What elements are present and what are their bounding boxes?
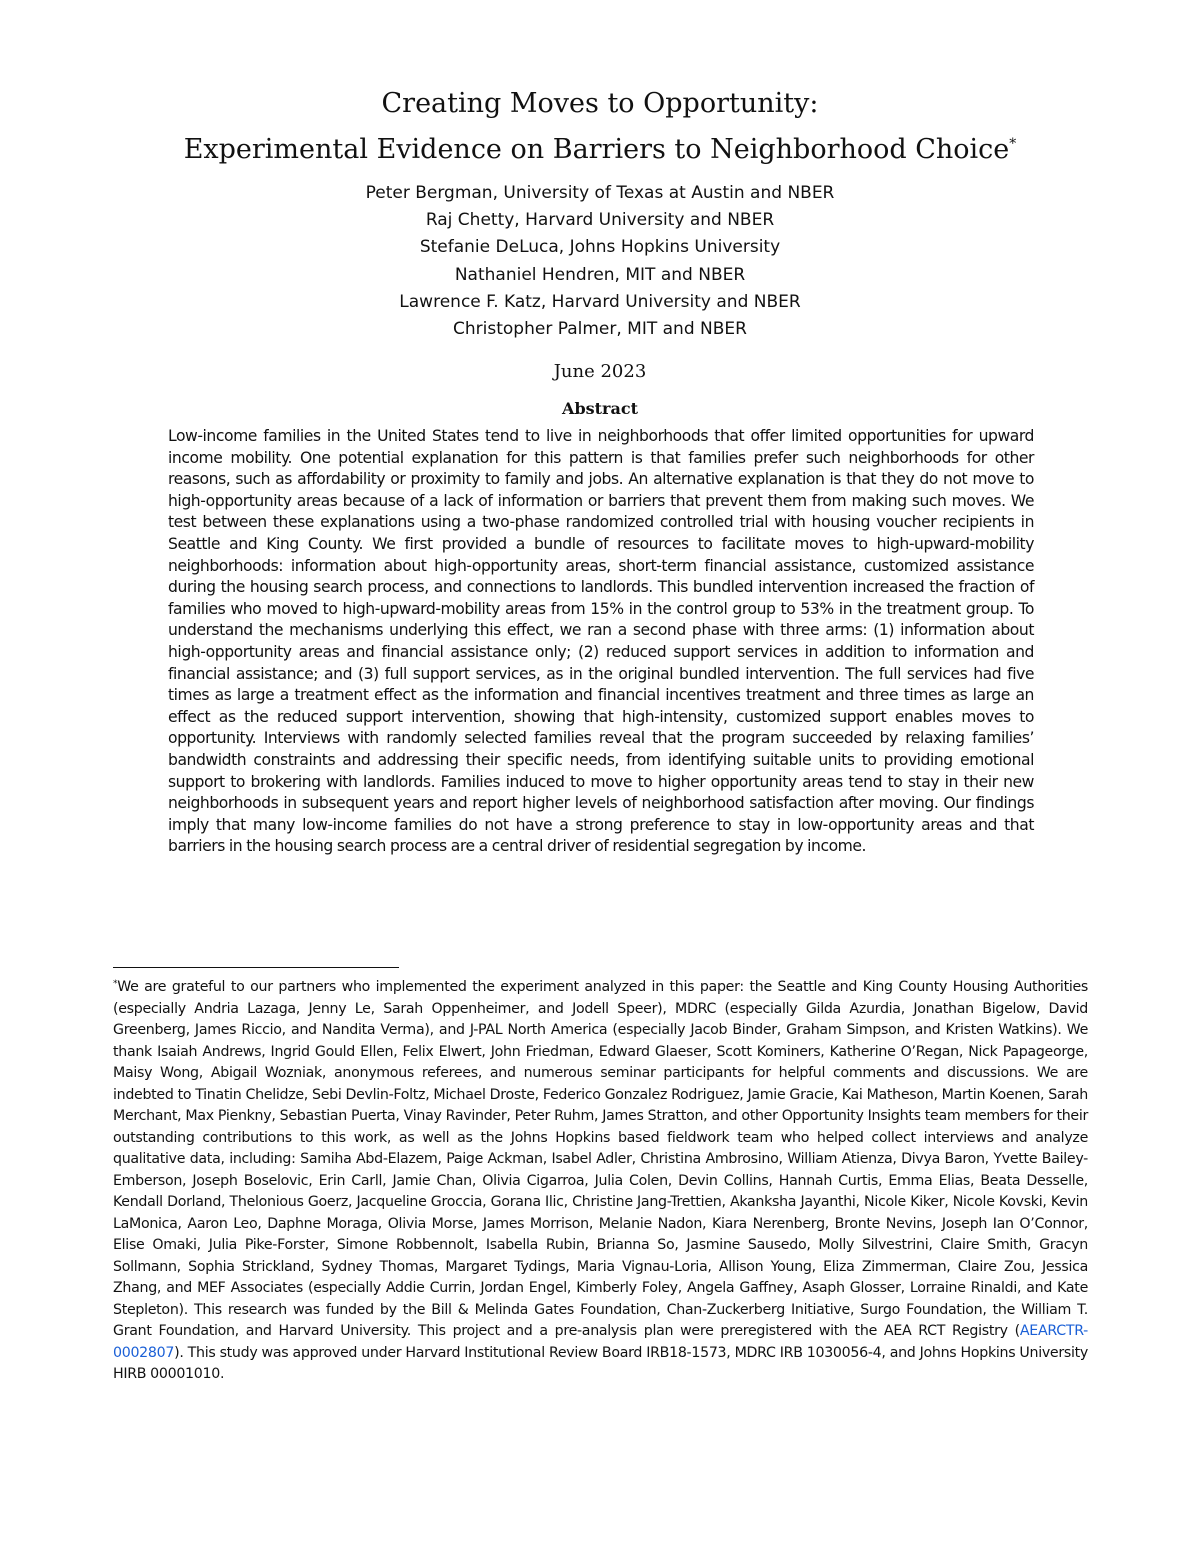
abstract-heading: Abstract — [562, 399, 638, 418]
author-affiliation: Stefanie DeLuca, Johns Hopkins University — [419, 237, 781, 258]
title-footnote-marker: * — [1009, 136, 1017, 152]
author-affiliation: Nathaniel Hendren, MIT and NBER — [454, 264, 746, 285]
footnote-marker: * — [113, 979, 118, 989]
title-line-2-text: Experimental Evidence on Barriers to Neighborhood Choice — [183, 134, 1010, 165]
footnote-text: We are grateful to our partners who implemented the experiment analyzed in this paper: the Seattle and King County Housing Authorities (especially Andria Lazaga, Jenny Le, Sarah Oppenheimer, and Jodell Speer), MDRC (especially Gilda Azurdia, Jonathan Bigelow, David Greenberg, James Riccio, and Nandita Verma), and J-PAL North America (especially Jacob Binder, Graham Simpson, and Kristen Watkins). We thank Isaiah Andrews, Ingrid Gould Ellen, Felix Elwert, John Friedman, Edward Glaeser, Scott Kominers, Katherine O’Regan, Nick Papageorge, Maisy Wong, Abigail Wozniak, anonymous referees, and numerous seminar participants for helpful comments and discussions. We are indebted to Tinatin Chelidze, Sebi Devlin-Foltz, Michael Droste, Federico Gonzalez Rodriguez, Jamie Gracie, Kai Matheson, Martin Koenen, Sarah Merchant, Max Pienkny, Sebastian Puerta, Vinay Ravinder, Peter Ruhm, James Stratton, and other Opportunity Insights team members for their outstanding contributions to this work, as well as the Johns Hopkins based fieldwork team who helped collect interviews and analyze qualitative data, including: Samiha Abd-Elazem, Paige Ackman, Isabel Adler, Christina Ambrosino, William Atienza, Divya Baron, Yvette Bailey-Emberson, Joseph Boselovic, Erin Carll, Jamie Chan, Olivia Cigarroa, Julia Colen, Devin Collins, Hannah Curtis, Emma Elias, Beata Desselle, Kendall Dorland, Thelonious Goerz, Jacqueline Groccia, Gorana Ilic, Christine Jang-Trettien, Akanksha Jayanthi, Nicole Kiker, Nicole Kovski, Kevin LaMonica, Aaron Leo, Daphne Moraga, Olivia Morse, James Morrison, Melanie Nadon, Kiara Nerenberg, Bronte Nevins, Joseph Ian O’Connor, Elise Omaki, Julia Pike-Forster, Simone Robbennolt, Isabella Rubin, Brianna So, Jasmine Sausedo, Molly Silvestrini, Claire Smith, Gracyn Sollmann, Sophia Strickland, Sydney Thomas, Margaret Tydings, Maria Vignau-Loria, Allison Young, Eliza Zimmerman, Claire Zou, Jessica Zhang, and MEF Associates (especially Addie Currin, Jordan Engel, Kimberly Foley, Angela Gaffney, Asaph Glosser, Lorraine Rinaldi, and Kate Stepleton). This research was funded by the Bill & Melinda Gates Foundation, Chan-Zuckerberg Initiative, Surgo Foundation, the William T. Grant Foundation, and Harvard University. This project and a pre-analysis plan were preregistered with the AEA RCT Registry ( — [113, 979, 1088, 1339]
title-line-1: Creating Moves to Opportunity: — [381, 88, 819, 119]
paper-title — [100, 84, 1100, 170]
acknowledgements-footnote — [113, 974, 1088, 1386]
registry-link[interactable]: AEARCTR-0002807 — [113, 1323, 1088, 1361]
author-list — [100, 180, 1100, 343]
author-affiliation: Christopher Palmer, MIT and NBER — [453, 319, 747, 340]
author-affiliation: Raj Chetty, Harvard University and NBER — [425, 210, 775, 231]
author-affiliation: Lawrence F. Katz, Harvard University and NBER — [399, 291, 801, 312]
author-affiliation: Peter Bergman, University of Texas at Austin and NBER — [365, 183, 835, 203]
footnote-text-end: ). This study was approved under Harvard Institutional Review Board IRB18-1573, MDRC IRB 1030056-4, and Johns Hopkins University HIRB 00001010. — [113, 1344, 1088, 1382]
footnote-divider — [113, 967, 399, 968]
title-line-2 — [100, 124, 1100, 170]
abstract-text: Low-income families in the United States tend to live in neighborhoods that offer limited opportunities for upward income mobility. One potential explanation for this pattern is that families prefer such neighborhoods for other reasons, such as affordability or proximity to family and jobs. An alternative explanation is that they do not move to high-opportunity areas because of a lack of information or barriers that prevent them from making such moves. We test between these explanations using a two-phase randomized controlled trial with housing voucher recipients in Seattle and King County. We first provided a bundle of resources to facilitate moves to high-upward-mobility neighborhoods: information about high-opportunity areas, short-term financial assistance, customized assistance during the housing search process, and connections to landlords. This bundled intervention increased the fraction of families who moved to high-upward-mobility areas from 15% in the control group to 53% in the treatment group. To understand the mechanisms underlying this effect, we ran a second phase with three arms: (1) information about high-opportunity areas and financial assistance only; (2) reduced support services in addition to information and financial assistance; and (3) full support services, as in the original bundled intervention. The full services had five times as large a treatment effect as the information and financial incentives treatment and three times as large an effect as the reduced support intervention, showing that high-intensity, customized support enables moves to opportunity. Interviews with randomly selected families reveal that the program succeeded by relaxing families’ bandwidth constraints and addressing their specific needs, from identifying suitable units to providing emotional support to brokering with landlords. Families induced to move to higher opportunity areas tend to stay in their new neighborhoods in subsequent years and report higher levels of neighborhood satisfaction after moving. Our findings imply that many low-income families do not have a strong preference to stay in low-opportunity areas and that barriers in the housing search process are a central driver of residential segregation by income. — [168, 427, 1034, 856]
publication-date: June 2023 — [553, 361, 647, 382]
